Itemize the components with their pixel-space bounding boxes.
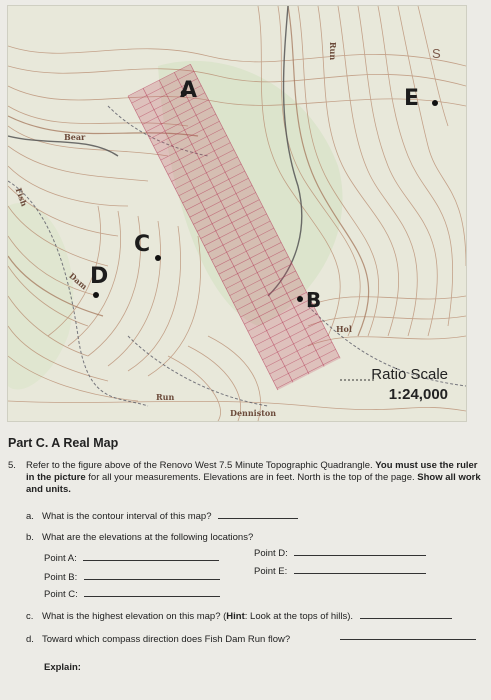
q5-text-b: for all your measurements. Elevations are in feet. North is the top of the page. xyxy=(85,472,418,483)
place-name-run: Run xyxy=(156,392,175,402)
part-title: Part C. A Real Map xyxy=(8,436,119,450)
point-e-answer[interactable] xyxy=(294,564,426,574)
question-c xyxy=(26,609,452,622)
point-e-row xyxy=(254,564,426,577)
question-a-letter: a. xyxy=(26,511,34,522)
question-d xyxy=(26,634,290,645)
explain-label: Explain: xyxy=(44,662,81,673)
topographic-map xyxy=(8,6,466,421)
point-d-answer[interactable] xyxy=(294,546,426,556)
question-c-letter: c. xyxy=(26,611,34,622)
scale-title: Ratio Scale xyxy=(371,366,448,383)
corner-letter: S xyxy=(432,46,441,61)
point-a-prompt: Point A: xyxy=(44,553,77,564)
question-c-text-pre: What is the highest elevation on this map? ( xyxy=(42,611,227,622)
point-e-label: E xyxy=(404,86,420,111)
point-c-label: C xyxy=(134,232,151,257)
contour-interval-answer[interactable] xyxy=(218,509,298,519)
point-b-prompt: Point B: xyxy=(44,572,78,583)
place-name-hol: Hol xyxy=(336,324,352,334)
place-name-bear: Bear xyxy=(64,132,86,142)
question-5 xyxy=(8,460,484,496)
point-a-row xyxy=(44,551,219,564)
point-c-prompt: Point C: xyxy=(44,589,78,600)
place-name-denniston: Denniston xyxy=(230,408,277,418)
flow-direction-answer[interactable] xyxy=(340,630,476,640)
q5-bold-2: Show all work and units. xyxy=(26,472,481,495)
point-d-row xyxy=(254,546,426,559)
question-b-letter: b. xyxy=(26,532,34,543)
point-d-prompt: Point D: xyxy=(254,548,288,559)
point-a-label: A xyxy=(180,78,198,103)
point-b-answer[interactable] xyxy=(84,570,220,580)
scale-value: 1:24,000 xyxy=(388,386,448,403)
point-e-prompt: Point E: xyxy=(254,566,288,577)
point-c-answer[interactable] xyxy=(84,587,220,597)
question-b-text: What are the elevations at the following locations? xyxy=(42,532,254,543)
question-a-text: What is the contour interval of this map? xyxy=(42,511,212,522)
question-c-text-post: : Look at the tops of hills). xyxy=(244,611,354,622)
map-graphic xyxy=(8,6,466,421)
question-a xyxy=(26,509,298,522)
question-5-text xyxy=(26,460,484,496)
question-d-letter: d. xyxy=(26,634,34,645)
question-d-text: Toward which compass direction does Fish Dam Run flow? xyxy=(42,634,291,645)
place-name-run-2: Run xyxy=(328,41,339,61)
question-c-hint: Hint xyxy=(226,611,245,622)
question-b xyxy=(26,532,253,543)
point-a-answer[interactable] xyxy=(83,551,219,561)
point-b-label: B xyxy=(306,288,322,312)
point-d-label: D xyxy=(90,264,109,289)
question-number: 5. xyxy=(8,460,16,471)
point-c-row xyxy=(44,587,220,600)
place-name-fish: Fish xyxy=(13,186,30,208)
worksheet xyxy=(8,436,484,508)
highest-elevation-answer[interactable] xyxy=(360,609,452,619)
q5-bold-1: You must use the ruler in the picture xyxy=(26,460,478,483)
point-b-row xyxy=(44,570,220,583)
place-name-dam: Dam xyxy=(67,270,90,292)
q5-text-a: Refer to the figure above of the Renovo West 7.5 Minute Topographic Quadrangle. xyxy=(26,460,376,471)
